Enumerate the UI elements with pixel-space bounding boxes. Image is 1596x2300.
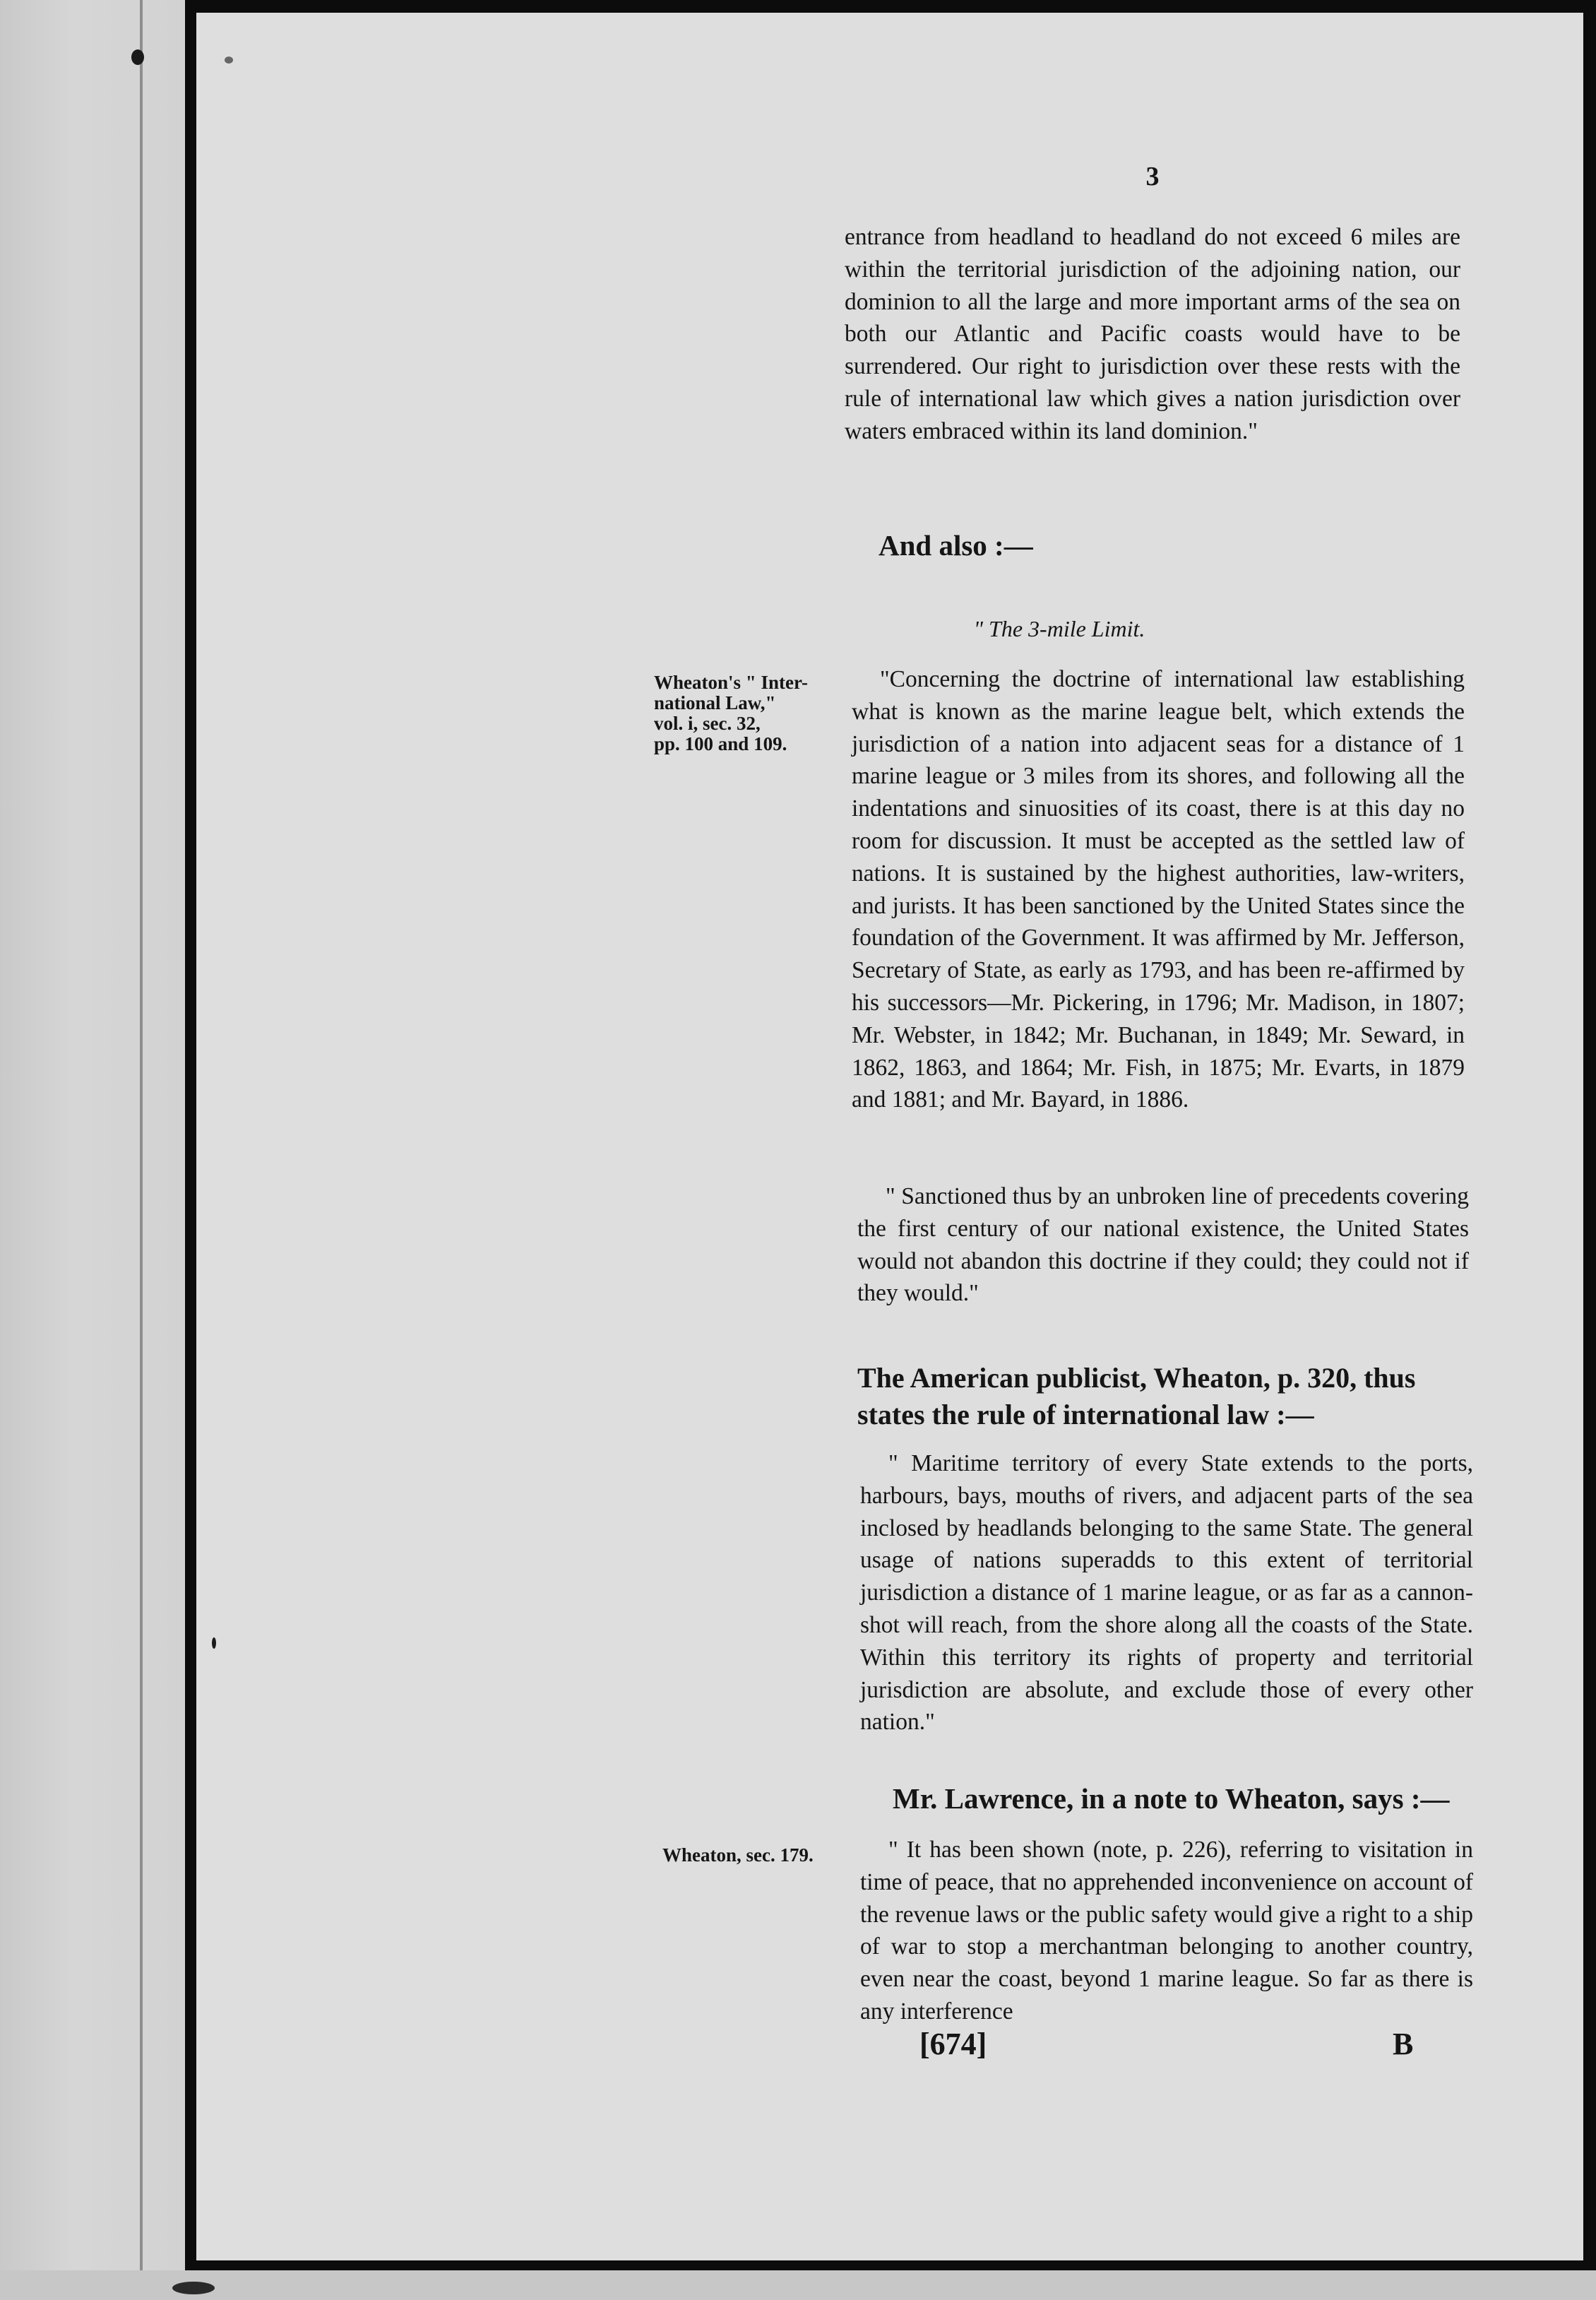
paragraph-sanctioned: " Sanctioned thus by an unbroken line of precedents covering the first century of our national existence, the United States would not abandon this doctrine if they could; they could not if they would." <box>857 1183 1469 1307</box>
margin-note-wheaton-international-law: Wheaton's " Inter- national Law," vol. i, sec. 32, pp. 100 and 109. <box>654 672 808 754</box>
ink-speck <box>212 1637 216 1649</box>
bottom-margin <box>0 2270 1596 2300</box>
heading-american-publicist: The American publicist, Wheaton, p. 320, thus states the rule of international law :— <box>857 1362 1416 1430</box>
margin-note-wheaton-sec-179: Wheaton, sec. 179. <box>662 1844 814 1866</box>
facing-page-margin <box>0 0 185 2300</box>
page-number: 3 <box>1145 162 1160 191</box>
page-gutter-line <box>140 0 143 2300</box>
heading-mr-lawrence: Mr. Lawrence, in a note to Wheaton, says :— <box>893 1782 1450 1815</box>
paragraph-concerning-doctrine: "Concerning the doctrine of international law establishing what is known as the marine league belt, which extends the jurisdiction of a nation into adjacent seas for a distance of 1 marine league or 3 miles from its shores, and following all the indentations and sinuosities of its coast, there is at this day no room for discussion. It must be accepted as the settled law of nations. It is sustained by the highest authorities, law-writers, and jurists. It has been sanctioned by the United States since the foundation of the Government. It was affirmed by Mr. Jefferson, Secretary of State, as early as 1793, and has been re-affirmed by his successors—Mr. Pickering, in 1796; Mr. Madison, in 1807; Mr. Webster, in 1842; Mr. Buchanan, in 1849; Mr. Seward, in 1862, 1863, and 1864; Mr. Fish, in 1875; Mr. Evarts, in 1879 and 1881; and Mr. Bayard, in 1886. <box>852 666 1465 1113</box>
signature-mark: B <box>1393 2027 1414 2061</box>
ink-speck <box>172 2282 215 2294</box>
paragraph-continued: entrance from headland to headland do not exceed 6 miles are within the territorial jurisdiction of the adjoining nation, our dominion to all the large and more important arms of the sea on both our Atlantic and Pacific coasts would have to be surrendered. Our right to jurisdiction over these rests with the rule of international law which gives a nation jurisdiction over waters embraced within its land dominion." <box>845 224 1460 444</box>
paragraph-it-has-been-shown: " It has been shown (note, p. 226), referring to visitation in time of peace, that no apprehended inconvenience on account of the revenue laws or the public safety would give a right to a ship of war to stop a merchantman belonging to another country, even near the coast, beyond 1 marine league. So far as there is any interference <box>860 1837 1473 2025</box>
ink-speck <box>225 57 233 64</box>
section-subtitle: " The 3-mile Limit. <box>973 616 1145 641</box>
paragraph-maritime-territory: " Maritime territory of every State extends to the ports, harbours, bays, mouths of rivers, and adjacent parts of the sea inclosed by headlands belonging to the same State. The general usage of nations superadds to this extent of territorial jurisdiction a distance of 1 marine league, or as far as a cannon-shot will reach, from the shore along all the coasts of the State. Within this territory its rights of property and territorial jurisdiction are absolute, and exclude those of every other nation." <box>860 1450 1473 1736</box>
ink-speck <box>131 49 144 65</box>
heading-and-also: And also :— <box>879 529 1033 562</box>
footer-print-number: [674] <box>919 2027 987 2061</box>
